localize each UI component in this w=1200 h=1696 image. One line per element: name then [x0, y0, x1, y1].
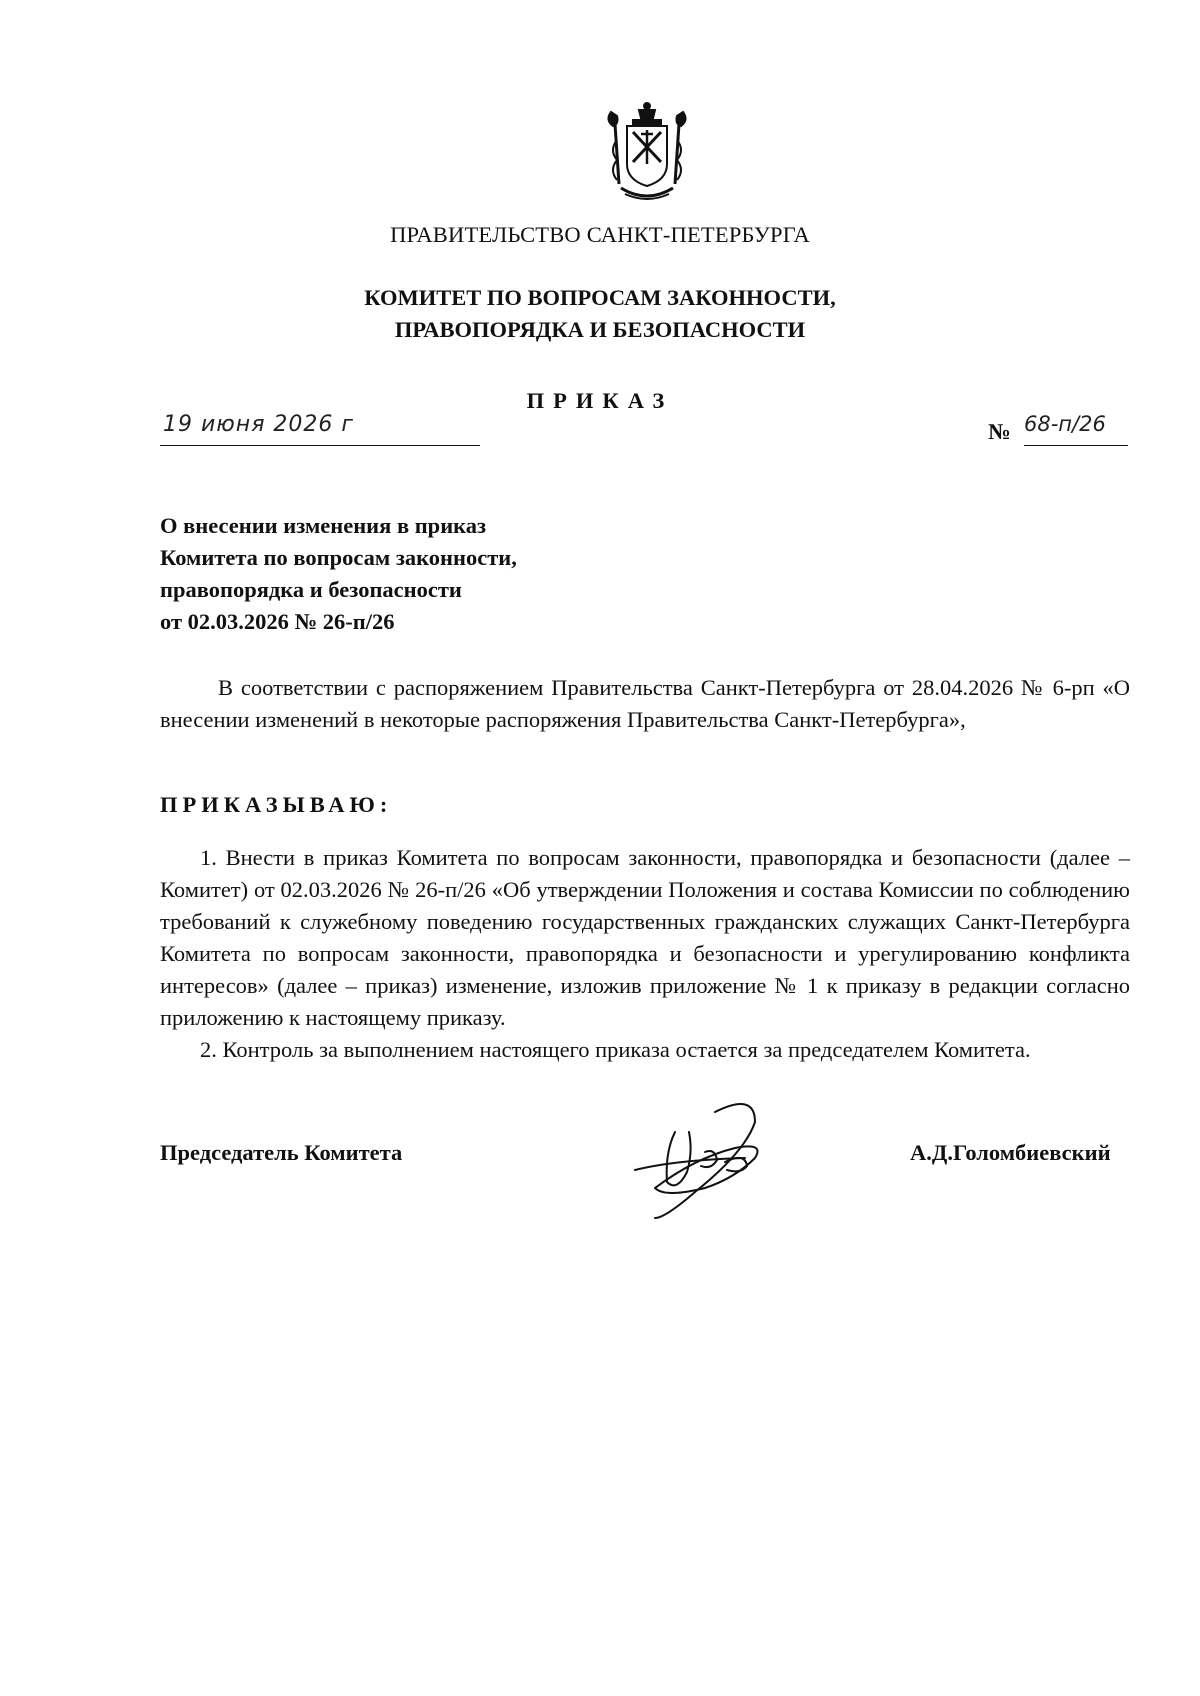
government-name: ПРАВИТЕЛЬСТВО САНКТ-ПЕТЕРБУРГА	[390, 222, 810, 247]
document-type-title: ПРИКАЗ	[526, 388, 674, 413]
order-heading: ПРИКАЗЫВАЮ:	[160, 792, 393, 817]
order-item-1: 1. Внести в приказ Комитета по вопросам законности, правопорядка и безопасности (далее – Комитет) от 02.03.2026 № 26-п/26 «Об утверждении Положения и состава Комиссии по соблюдению требований к служебному поведению государственных гражданских служащих Санкт-Петербурга Комитета по вопросам законности, правопорядка и безопасности и урегулированию конфликта интересов» (далее – приказ) изменение, изложив приложение № 1 к приказу в редакции согласно приложению к настоящему приказу.	[160, 845, 1130, 1030]
preamble-paragraph: В соответствии с распоряжением Правительства Санкт-Петербурга от 28.04.2026 № 6-рп «О внесении изменений в некоторые распоряжения Правительства Санкт-Петербурга»,	[160, 675, 1130, 732]
subject-line4: от 02.03.2026 № 26-п/26	[160, 609, 395, 634]
signature-icon	[615, 1092, 785, 1222]
handwritten-date: 19 июня 2026 г	[163, 412, 354, 437]
committee-name-line1: КОМИТЕТ ПО ВОПРОСАМ ЗАКОННОСТИ,	[364, 285, 836, 310]
signatory-name: А.Д.Голомбиевский	[910, 1140, 1111, 1165]
subject-block	[160, 510, 517, 638]
subject-line3: правопорядка и безопасности	[160, 577, 462, 602]
committee-name-line2: ПРАВОПОРЯДКА И БЕЗОПАСНОСТИ	[394, 317, 806, 342]
subject-line1: О внесении изменения в приказ	[160, 513, 487, 538]
signatory-position: Председатель Комитета	[160, 1140, 403, 1165]
number-label: №	[988, 419, 1011, 444]
coat-of-arms-icon	[603, 100, 691, 204]
committee-name	[0, 282, 1200, 346]
subject-line2: Комитета по вопросам законности,	[160, 545, 517, 570]
handwritten-number: 68-п/26	[1024, 412, 1106, 436]
order-item-2: 2. Контроль за выполнением настоящего приказа остается за председателем Комитета.	[200, 1037, 1031, 1062]
